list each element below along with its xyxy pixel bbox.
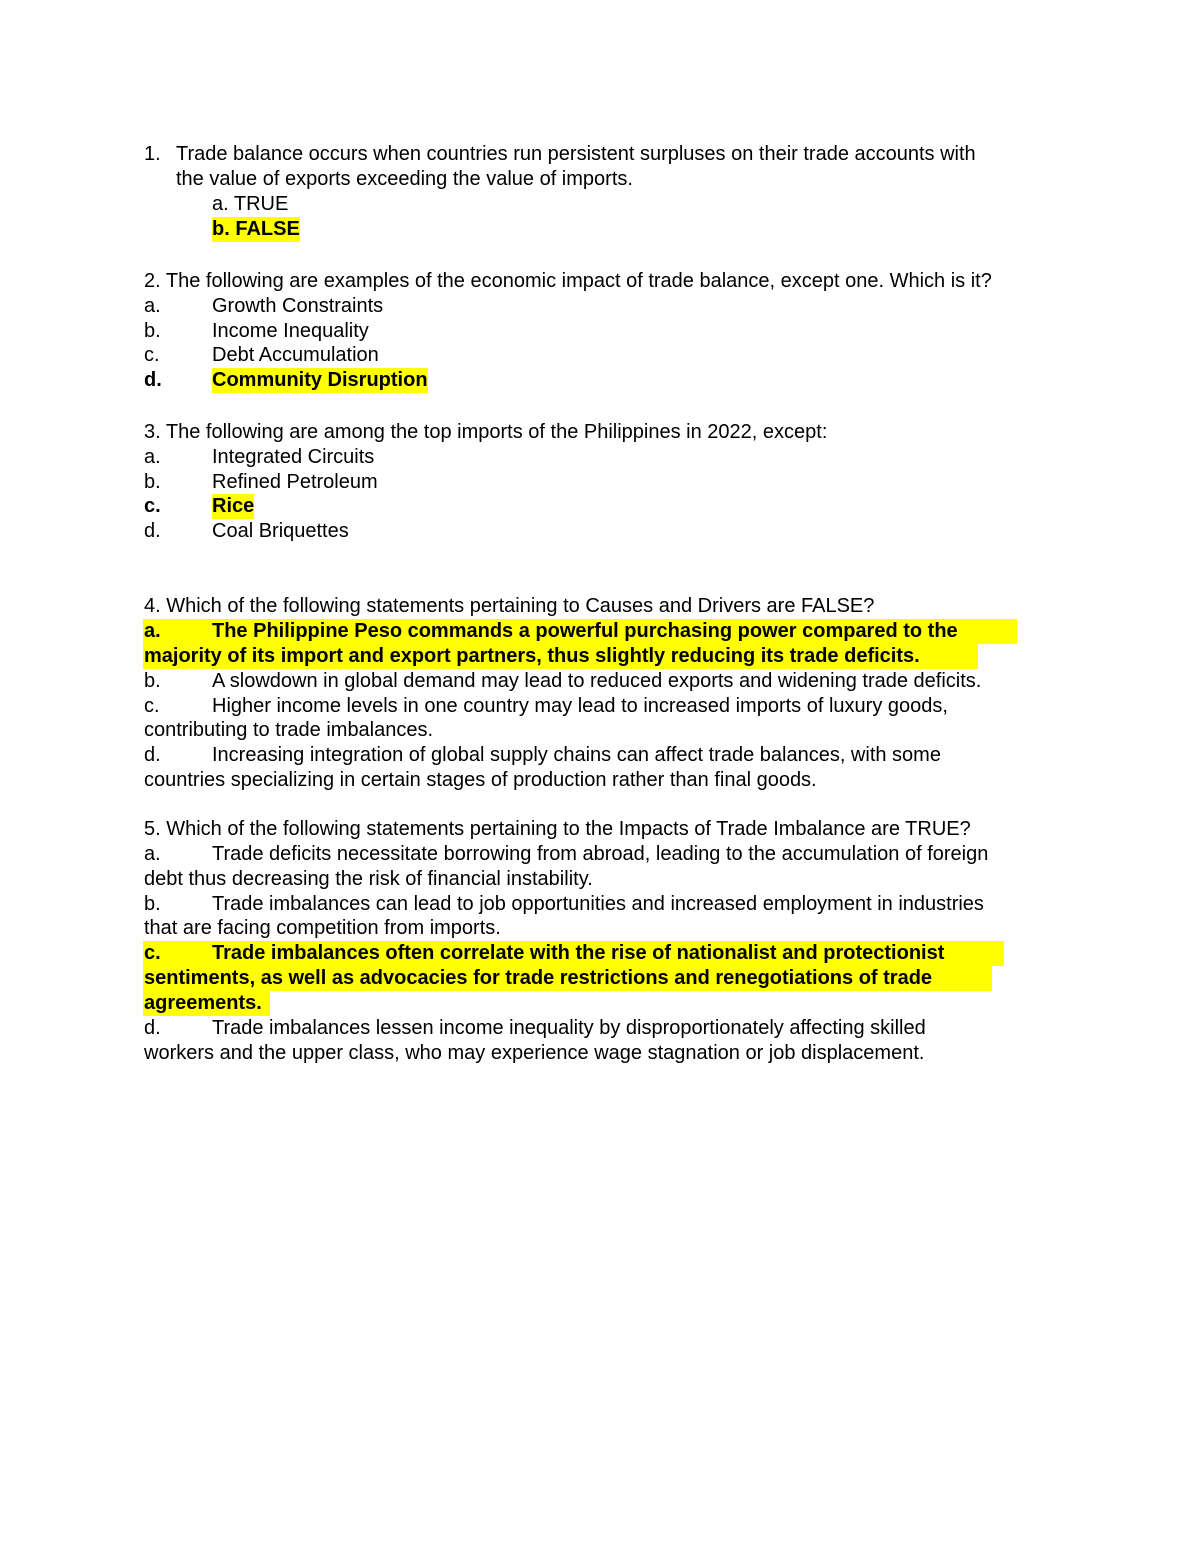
q4-option-c-text-line2: contributing to trade imbalances. [144, 719, 434, 741]
q2-stem: 2. The following are examples of the economic impact of trade balance, except one. Which is it? [144, 270, 992, 292]
q5-option-b-text-line1: Trade imbalances can lead to job opportunities and increased employment in industries [212, 893, 984, 915]
q4-option-b-letter: b. [144, 670, 161, 692]
q1-number: 1. [144, 143, 161, 165]
q5-stem: 5. Which of the following statements pertaining to the Impacts of Trade Imbalance are TRUE? [144, 818, 971, 840]
q5-option-d-letter: d. [144, 1017, 161, 1039]
q2-option-a-text: Growth Constraints [212, 295, 384, 317]
q2-option-b-letter: b. [144, 320, 161, 342]
q5-option-b-text-line2: that are facing competition from imports. [144, 917, 501, 939]
q4-option-c-text-line1: Higher income levels in one country may lead to increased imports of luxury goods, [212, 695, 948, 717]
q3-stem: 3. The following are among the top imports of the Philippines in 2022, except: [144, 421, 828, 443]
q4-option-a-letter: a. [144, 620, 161, 642]
q5-option-a-text-line1: Trade deficits necessitate borrowing from abroad, leading to the accumulation of foreign [212, 843, 989, 865]
q3-option-a-letter: a. [144, 446, 161, 468]
q5-option-c-answer-line3: agreements. [144, 992, 262, 1014]
q5-option-c-answer-line2: sentiments, as well as advocacies for trade restrictions and renegotiations of trade [144, 967, 933, 989]
q5-option-d-text-line1: Trade imbalances lessen income inequality by disproportionately affecting skilled [212, 1017, 926, 1039]
q4-option-c-letter: c. [144, 695, 160, 717]
q3-option-a-text: Integrated Circuits [212, 446, 375, 468]
q5-option-a-text-line2: debt thus decreasing the risk of financial instability. [144, 868, 593, 890]
q5-option-c-letter: c. [144, 942, 161, 964]
q5-option-a-letter: a. [144, 843, 161, 865]
q2-option-a-letter: a. [144, 295, 161, 317]
q3-option-d-letter: d. [144, 520, 161, 542]
q1-stem-line1: Trade balance occurs when countries run persistent surpluses on their trade accounts with [176, 143, 976, 165]
q2-option-c-letter: c. [144, 344, 160, 366]
q4-option-a-answer-line2: majority of its import and export partners, thus slightly reducing its trade deficits. [144, 645, 920, 667]
q4-option-d-text-line2: countries specializing in certain stages of production rather than final goods. [144, 769, 817, 791]
q1-stem-line2: the value of exports exceeding the value of imports. [176, 168, 633, 190]
q3-option-c-letter: c. [144, 495, 161, 517]
q3-option-c-answer: Rice [212, 495, 255, 517]
q2-option-b-text: Income Inequality [212, 320, 369, 342]
q1-option-a: a. TRUE [212, 193, 289, 215]
q3-option-d-text: Coal Briquettes [212, 520, 349, 542]
q2-option-c-text: Debt Accumulation [212, 344, 379, 366]
q5-option-d-text-line2: workers and the upper class, who may experience wage stagnation or job displacement. [144, 1042, 925, 1064]
q2-option-d-letter: d. [144, 369, 162, 391]
q4-option-b-text: A slowdown in global demand may lead to reduced exports and widening trade deficits. [212, 670, 982, 692]
q4-option-a-answer-line1: The Philippine Peso commands a powerful purchasing power compared to the [212, 620, 958, 642]
q5-option-b-letter: b. [144, 893, 161, 915]
q3-option-b-letter: b. [144, 471, 161, 493]
q3-option-b-text: Refined Petroleum [212, 471, 378, 493]
q5-option-c-answer-line1: Trade imbalances often correlate with the rise of nationalist and protectionist [212, 942, 945, 964]
q4-option-d-letter: d. [144, 744, 161, 766]
q4-stem: 4. Which of the following statements pertaining to Causes and Drivers are FALSE? [144, 595, 875, 617]
q1-option-b-answer: b. FALSE [212, 218, 300, 240]
q2-option-d-answer: Community Disruption [212, 369, 428, 391]
q4-option-d-text-line1: Increasing integration of global supply chains can affect trade balances, with some [212, 744, 941, 766]
